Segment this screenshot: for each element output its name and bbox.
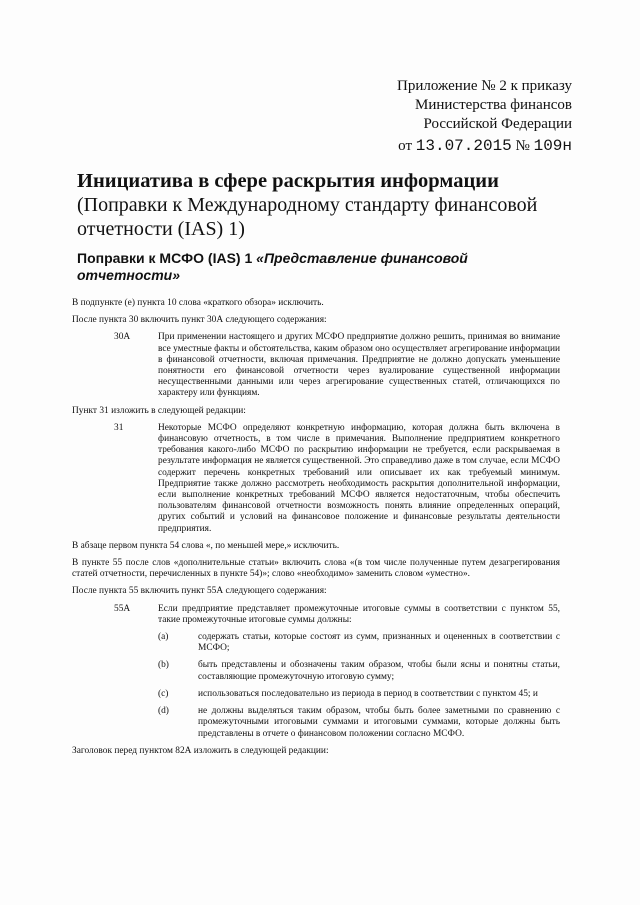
paragraph-54: В абзаце первом пункта 54 слова «, по меньшей мере,» исключить. (72, 540, 340, 551)
paragraph-31-intro: Пункт 31 изложить в следующей редакции: (72, 405, 246, 416)
paragraph-55: В пункте 55 после слов «дополнительные статьи» включить слова «(в том числе полученные путем дезагрегирования статей отчетности, перечисленных в пункте 54)»; слово «необходимо» заменить словом «уместно». (72, 558, 560, 580)
clause-31-label: 31 (114, 422, 124, 433)
appendix-line: Приложение № 2 к приказу (397, 78, 572, 94)
order-number: 109н (533, 137, 572, 155)
paragraph-10: В подпункте (е) пункта 10 слова «краткого обзора» исключить. (72, 298, 324, 308)
order-date: 13.07.2015 (415, 137, 512, 155)
order-reference (352, 77, 572, 156)
order-date-line (352, 137, 572, 156)
subitem-b-label: (b) (158, 660, 169, 671)
paragraph-55a-intro: После пункта 55 включить пункт 55А следующего содержания: (72, 586, 327, 597)
subitem-b-text: быть представлены и обозначены таким образом, чтобы были ясны и понятны статьи, составляющие промежуточную итоговую сумму; (198, 660, 560, 682)
title-subtitle: (Поправки к Международному стандарту финансовой отчетности (IAS) 1) (77, 194, 538, 240)
subitem-c-label: (c) (158, 688, 169, 699)
paragraph-30-intro: После пункта 30 включить пункт 30А следующего содержания: (72, 315, 327, 326)
title-main: Инициатива в сфере раскрытия информации (77, 170, 499, 192)
subitem-d (158, 706, 560, 740)
amendment-heading-italic: «Представление финансовой отчетности» (77, 250, 468, 283)
subitem-b (158, 660, 560, 682)
clause-31 (72, 423, 560, 535)
subitem-d-label: (d) (158, 706, 169, 717)
country-line: Российской Федерации (423, 116, 572, 132)
subitem-a-label: (a) (158, 632, 169, 643)
clause-30a-label: 30A (114, 332, 131, 343)
amendment-heading (77, 250, 517, 284)
clause-55a (72, 604, 560, 626)
clause-55a-label: 55A (114, 603, 131, 614)
clause-31-text: Некоторые МСФО определяют конкретную информацию, которая должна быть включена в финансовую отчетность, в том числе в примечания. Выполнение предприятием конкретного требования какого-либо МСФО по раскрытию информации не требуется, если раскрываемая в результате информация не является существенной. Это справедливо даже в том случае, если МСФО содержит перечень конкретных требований или описывает их как требуемый минимум. Предприятие также должно рассмотреть необходимость раскрытия дополнительной информации, если выполнение конкретных требований МСФО является недостаточным, чтобы обеспечить пользователям финансовой отчетности возможность понять влияние определенных операций, других событий и условий на финансовое положение и финансовые результаты деятельности предприятия. (158, 422, 560, 534)
order-prefix: от (398, 138, 413, 154)
clause-55a-text: Если предприятие представляет промежуточные итоговые суммы в соответствии с пунктом 55, такие промежуточные итоговые суммы должны: (158, 603, 560, 625)
paragraph-82a-intro: Заголовок перед пунктом 82А изложить в следующей редакции: (72, 745, 329, 756)
amendment-heading-prefix: Поправки к МСФО (IAS) 1 (77, 250, 257, 266)
subitem-c (158, 689, 560, 700)
subitem-d-text: не должны выделяться таким образом, чтобы быть более заметными по сравнению с промежуточными итоговыми суммами и итоговыми суммами, которые должны быть представлены в отчете о финансовом положении согласно МСФО. (198, 706, 560, 739)
order-number-sign: № (515, 138, 530, 154)
clause-30a-text: При применении настоящего и других МСФО предприятие должно решить, принимая во внимание все уместные факты и обстоятельства, каким образом оно осуществляет агрегирование информации в финансовой отчетности, включая примечания. Предприятие не должно допускать уменьшение понятности его финансовой отчетности через вуалирование существенной информации несущественными данными или через агрегирование существенных статей, отличающихся по характеру или функциям. (158, 332, 560, 399)
subitem-a-text: содержать статьи, которые состоят из сумм, признанных и оцененных в соответствии с МСФО; (198, 632, 560, 654)
subitem-c-text: использоваться последовательно из периода в период в соответствии с пунктом 45; и (198, 688, 538, 699)
subitem-a (158, 632, 560, 654)
clause-30a (72, 332, 560, 399)
document-body (72, 298, 560, 763)
ministry-line: Министерства финансов (415, 97, 572, 113)
document-title (77, 169, 577, 241)
